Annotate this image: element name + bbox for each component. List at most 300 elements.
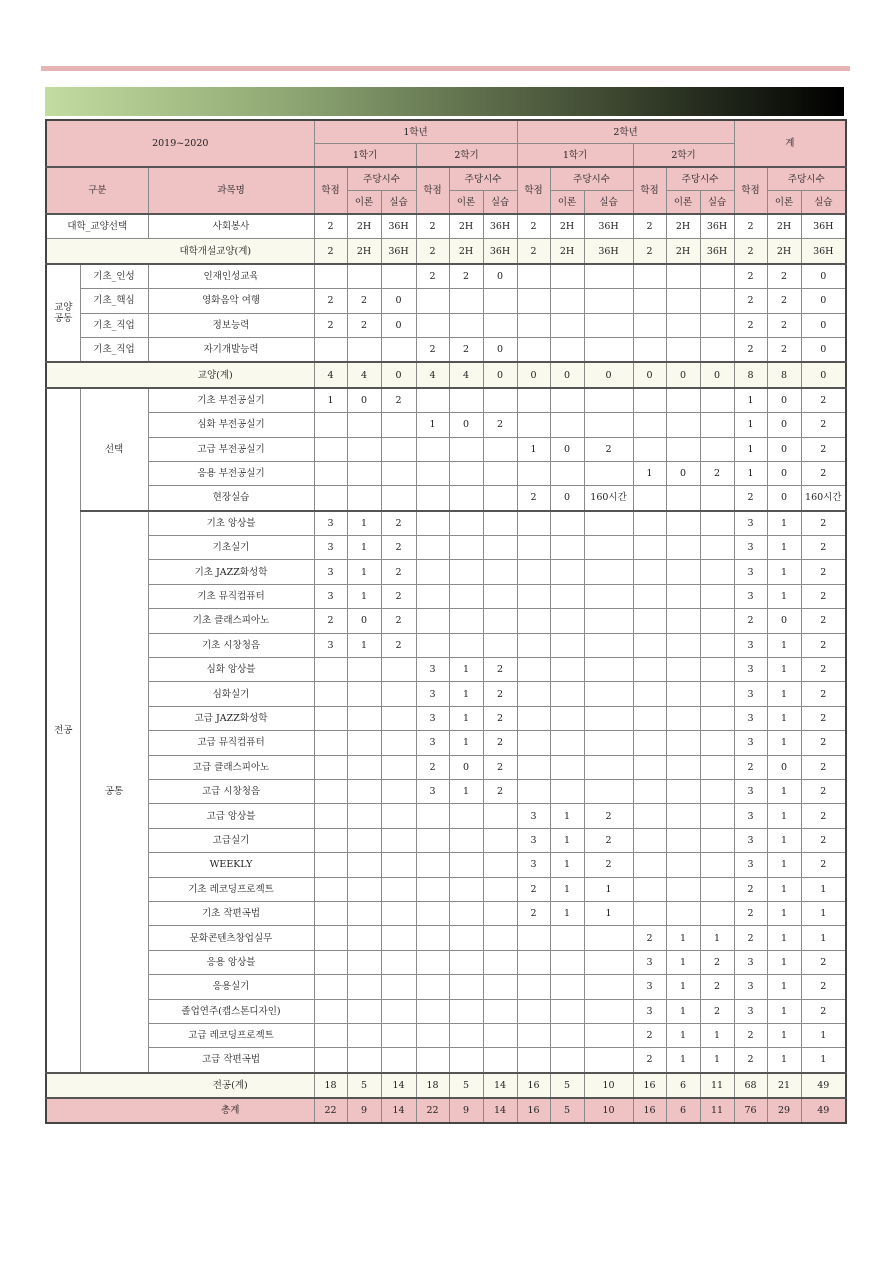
value-cell: 2 (416, 214, 449, 239)
value-cell (517, 584, 550, 608)
value-cell (314, 828, 347, 852)
value-cell: 2 (483, 731, 517, 755)
value-cell: 1 (767, 560, 801, 584)
value-cell (584, 461, 633, 485)
value-cell (449, 926, 483, 950)
group-elective: 선택 (80, 388, 148, 511)
value-cell (666, 560, 700, 584)
value-cell: 36H (700, 214, 734, 239)
value-cell: 2 (314, 214, 347, 239)
value-cell: 5 (449, 1073, 483, 1098)
value-cell (381, 413, 416, 437)
value-cell: 2 (801, 828, 846, 852)
value-cell: 1 (700, 1023, 734, 1047)
value-cell (449, 877, 483, 901)
value-cell: 2 (416, 337, 449, 362)
value-cell: 2H (550, 214, 584, 239)
value-cell: 3 (734, 731, 767, 755)
value-cell (584, 633, 633, 657)
table-row (46, 755, 846, 779)
value-cell: 1 (767, 731, 801, 755)
value-cell (416, 486, 449, 511)
value-cell (314, 901, 347, 925)
value-cell: 2 (381, 560, 416, 584)
value-cell (550, 511, 584, 536)
grand-total-label: 총계 (46, 1098, 314, 1123)
value-cell: 2 (734, 609, 767, 633)
value-cell (633, 658, 666, 682)
value-cell: 2H (666, 239, 700, 264)
value-cell (550, 1023, 584, 1047)
value-cell (550, 461, 584, 485)
value-cell (633, 511, 666, 536)
value-cell (550, 731, 584, 755)
value-cell: 5 (550, 1098, 584, 1123)
subject-cell: 자기개발능력 (148, 337, 314, 362)
table-row (46, 214, 846, 239)
value-cell: 1 (767, 779, 801, 803)
subject-cell: 고급 JAZZ화성학 (148, 706, 314, 730)
value-cell: 1 (347, 584, 381, 608)
value-cell (483, 633, 517, 657)
value-cell (449, 975, 483, 999)
value-cell: 11 (700, 1073, 734, 1098)
value-cell (347, 731, 381, 755)
value-cell (633, 755, 666, 779)
value-cell: 2 (483, 658, 517, 682)
value-cell: 1 (801, 1048, 846, 1073)
value-cell: 76 (734, 1098, 767, 1123)
table-row (46, 633, 846, 657)
value-cell (700, 536, 734, 560)
value-cell: 5 (347, 1073, 381, 1098)
value-cell (314, 337, 347, 362)
value-cell: 2 (381, 633, 416, 657)
value-cell (666, 437, 700, 461)
value-cell: 2 (801, 388, 846, 413)
value-cell: 14 (381, 1073, 416, 1098)
subject-cell: 응용실기 (148, 975, 314, 999)
value-cell: 0 (767, 609, 801, 633)
value-cell: 1 (449, 682, 483, 706)
value-cell: 2 (416, 755, 449, 779)
value-cell (584, 682, 633, 706)
value-cell (381, 1048, 416, 1073)
value-cell (633, 264, 666, 289)
value-cell (700, 755, 734, 779)
value-cell (449, 536, 483, 560)
value-cell: 1 (550, 901, 584, 925)
value-cell: 2 (381, 511, 416, 536)
value-cell (416, 926, 449, 950)
value-cell (633, 560, 666, 584)
value-cell: 0 (381, 289, 416, 313)
value-cell: 2 (801, 950, 846, 974)
value-cell (381, 682, 416, 706)
value-cell: 1 (767, 853, 801, 877)
value-cell: 2 (633, 1048, 666, 1073)
year1-header: 1학년 (314, 120, 517, 144)
value-cell (700, 511, 734, 536)
value-cell (633, 289, 666, 313)
subject-cell: 기초 뮤직컴퓨터 (148, 584, 314, 608)
value-cell (483, 853, 517, 877)
value-cell (700, 706, 734, 730)
subject-cell: 고급 시창청음 (148, 779, 314, 803)
theory-header: 이론 (666, 191, 700, 215)
value-cell: 2 (801, 975, 846, 999)
value-cell: 3 (314, 511, 347, 536)
y1-sem1-header: 1학기 (314, 144, 416, 168)
value-cell: 2 (801, 779, 846, 803)
value-cell (314, 755, 347, 779)
value-cell (666, 658, 700, 682)
value-cell: 68 (734, 1073, 767, 1098)
value-cell: 3 (734, 853, 767, 877)
value-cell (347, 706, 381, 730)
value-cell (700, 337, 734, 362)
subject-cell: 영화음악 여행 (148, 289, 314, 313)
value-cell (314, 486, 347, 511)
value-cell: 2 (449, 337, 483, 362)
value-cell (700, 877, 734, 901)
value-cell: 29 (767, 1098, 801, 1123)
table-row (46, 289, 846, 313)
category-header: 구분 (46, 167, 148, 214)
value-cell: 3 (517, 853, 550, 877)
value-cell: 2 (801, 706, 846, 730)
credit-header: 학점 (633, 167, 666, 214)
value-cell: 36H (584, 239, 633, 264)
value-cell (449, 804, 483, 828)
value-cell: 2 (584, 828, 633, 852)
value-cell: 160시간 (584, 486, 633, 511)
value-cell (633, 706, 666, 730)
value-cell (666, 828, 700, 852)
value-cell (700, 682, 734, 706)
value-cell: 3 (734, 536, 767, 560)
value-cell: 3 (314, 584, 347, 608)
value-cell: 2 (801, 584, 846, 608)
value-cell (416, 536, 449, 560)
value-cell: 1 (767, 1023, 801, 1047)
y2-sem2-header: 2학기 (633, 144, 734, 168)
value-cell: 2 (517, 486, 550, 511)
value-cell: 3 (734, 828, 767, 852)
value-cell (584, 388, 633, 413)
table-row (46, 877, 846, 901)
credit-header: 학점 (734, 167, 767, 214)
value-cell: 2 (633, 1023, 666, 1047)
value-cell (550, 658, 584, 682)
value-cell (314, 731, 347, 755)
value-cell (416, 289, 449, 313)
table-row (46, 975, 846, 999)
subject-cell: 고급 클래스피아노 (148, 755, 314, 779)
value-cell (584, 1023, 633, 1047)
value-cell (314, 926, 347, 950)
subtotal-label: 전공(계) (46, 1073, 314, 1098)
value-cell (700, 633, 734, 657)
weekly-hours-header: 주당시수 (449, 167, 517, 191)
value-cell (381, 853, 416, 877)
value-cell: 2 (483, 706, 517, 730)
value-cell (483, 289, 517, 313)
credit-header: 학점 (517, 167, 550, 214)
table-row (46, 1048, 846, 1073)
subject-cell: 고급 레코딩프로젝트 (148, 1023, 314, 1047)
value-cell: 2 (700, 975, 734, 999)
value-cell (700, 289, 734, 313)
category-cell: 기초_직업 (80, 313, 148, 337)
value-cell (633, 609, 666, 633)
value-cell: 2 (517, 214, 550, 239)
value-cell (584, 337, 633, 362)
value-cell (314, 706, 347, 730)
value-cell: 0 (767, 461, 801, 485)
value-cell (347, 999, 381, 1023)
value-cell (550, 388, 584, 413)
value-cell: 2 (801, 731, 846, 755)
table-row (46, 511, 846, 536)
value-cell (347, 682, 381, 706)
subject-cell: 심화 앙상블 (148, 658, 314, 682)
theory-header: 이론 (449, 191, 483, 215)
value-cell: 4 (449, 362, 483, 387)
table-row (46, 486, 846, 511)
value-cell: 1 (449, 731, 483, 755)
value-cell: 3 (734, 633, 767, 657)
value-cell: 0 (801, 313, 846, 337)
value-cell (483, 804, 517, 828)
value-cell (517, 755, 550, 779)
value-cell: 3 (633, 999, 666, 1023)
value-cell: 6 (666, 1098, 700, 1123)
value-cell (700, 437, 734, 461)
category-cell: 기초_핵심 (80, 289, 148, 313)
value-cell (700, 486, 734, 511)
value-cell (700, 804, 734, 828)
value-cell (633, 337, 666, 362)
theory-header: 이론 (550, 191, 584, 215)
value-cell (483, 975, 517, 999)
value-cell: 0 (347, 388, 381, 413)
value-cell: 1 (449, 779, 483, 803)
value-cell: 2 (347, 313, 381, 337)
value-cell: 2 (734, 1023, 767, 1047)
table-row (46, 731, 846, 755)
value-cell (381, 901, 416, 925)
value-cell (700, 779, 734, 803)
value-cell: 2 (734, 755, 767, 779)
value-cell (584, 999, 633, 1023)
subject-cell: 인재인성교육 (148, 264, 314, 289)
value-cell: 3 (314, 633, 347, 657)
value-cell (416, 461, 449, 485)
value-cell (700, 264, 734, 289)
value-cell (347, 658, 381, 682)
value-cell: 9 (449, 1098, 483, 1123)
subject-cell: 기초 레코딩프로젝트 (148, 877, 314, 901)
value-cell (584, 779, 633, 803)
value-cell (666, 388, 700, 413)
value-cell: 2 (584, 804, 633, 828)
value-cell (584, 1048, 633, 1073)
value-cell (314, 658, 347, 682)
value-cell: 3 (734, 706, 767, 730)
value-cell (666, 536, 700, 560)
value-cell (416, 633, 449, 657)
value-cell: 2 (483, 755, 517, 779)
weekly-hours-header: 주당시수 (767, 167, 846, 191)
table-row (46, 461, 846, 485)
value-cell (483, 950, 517, 974)
subject-cell: 심화 부전공실기 (148, 413, 314, 437)
subject-cell: 응용 앙상블 (148, 950, 314, 974)
value-cell: 2 (801, 853, 846, 877)
value-cell: 2 (633, 214, 666, 239)
value-cell (381, 755, 416, 779)
value-cell: 1 (767, 828, 801, 852)
value-cell: 0 (550, 362, 584, 387)
value-cell (449, 289, 483, 313)
value-cell (666, 731, 700, 755)
value-cell: 16 (633, 1073, 666, 1098)
value-cell: 1 (700, 1048, 734, 1073)
value-cell: 1 (767, 1048, 801, 1073)
value-cell: 1 (550, 853, 584, 877)
value-cell: 0 (666, 362, 700, 387)
value-cell: 1 (666, 1023, 700, 1047)
table-row (46, 999, 846, 1023)
value-cell (483, 461, 517, 485)
header-row-years (46, 120, 846, 144)
value-cell (449, 828, 483, 852)
value-cell: 0 (801, 337, 846, 362)
value-cell: 1 (666, 926, 700, 950)
value-cell: 16 (517, 1073, 550, 1098)
value-cell (666, 633, 700, 657)
value-cell (314, 461, 347, 485)
value-cell (550, 682, 584, 706)
value-cell: 0 (381, 362, 416, 387)
value-cell: 0 (633, 362, 666, 387)
value-cell (633, 633, 666, 657)
value-cell (483, 437, 517, 461)
value-cell: 1 (734, 437, 767, 461)
value-cell (347, 877, 381, 901)
table-row (46, 609, 846, 633)
value-cell: 1 (584, 877, 633, 901)
value-cell (700, 560, 734, 584)
value-cell: 2 (449, 264, 483, 289)
value-cell (517, 413, 550, 437)
value-cell (584, 584, 633, 608)
value-cell: 18 (416, 1073, 449, 1098)
value-cell (416, 950, 449, 974)
credit-header: 학점 (314, 167, 347, 214)
value-cell (381, 999, 416, 1023)
value-cell (666, 877, 700, 901)
value-cell (381, 706, 416, 730)
subtotal-label: 교양(계) (46, 362, 314, 387)
subject-cell: 기초실기 (148, 536, 314, 560)
value-cell (314, 264, 347, 289)
value-cell (416, 828, 449, 852)
value-cell (550, 633, 584, 657)
value-cell: 3 (517, 828, 550, 852)
value-cell (550, 413, 584, 437)
value-cell (517, 313, 550, 337)
value-cell: 2H (666, 214, 700, 239)
value-cell (449, 511, 483, 536)
table-row (46, 926, 846, 950)
value-cell (584, 289, 633, 313)
value-cell (449, 486, 483, 511)
value-cell (416, 437, 449, 461)
value-cell (517, 461, 550, 485)
value-cell: 0 (584, 362, 633, 387)
value-cell (666, 609, 700, 633)
table-row (46, 536, 846, 560)
value-cell (550, 264, 584, 289)
value-cell (666, 584, 700, 608)
group-general-common: 교양 공동 (46, 264, 80, 363)
table-row (46, 560, 846, 584)
value-cell (347, 950, 381, 974)
year-range: 2019~2020 (46, 120, 314, 167)
value-cell (517, 560, 550, 584)
value-cell (633, 877, 666, 901)
value-cell: 2 (801, 999, 846, 1023)
practice-header: 실습 (584, 191, 633, 215)
table-row (46, 337, 846, 362)
category-cell: 대학_교양선택 (46, 214, 148, 239)
value-cell (700, 853, 734, 877)
value-cell: 0 (767, 413, 801, 437)
value-cell: 2 (584, 853, 633, 877)
value-cell: 14 (483, 1073, 517, 1098)
value-cell: 1 (449, 658, 483, 682)
value-cell: 3 (734, 999, 767, 1023)
value-cell (449, 437, 483, 461)
value-cell (347, 755, 381, 779)
value-cell (550, 706, 584, 730)
value-cell (517, 731, 550, 755)
value-cell (483, 511, 517, 536)
value-cell: 2 (416, 264, 449, 289)
value-cell: 3 (416, 731, 449, 755)
value-cell (483, 877, 517, 901)
value-cell: 49 (801, 1073, 846, 1098)
table-row (46, 658, 846, 682)
value-cell: 2 (483, 413, 517, 437)
value-cell: 1 (734, 413, 767, 437)
value-cell: 22 (416, 1098, 449, 1123)
value-cell: 2 (381, 536, 416, 560)
value-cell: 1 (666, 950, 700, 974)
value-cell: 0 (483, 362, 517, 387)
value-cell: 14 (381, 1098, 416, 1123)
value-cell: 2 (517, 901, 550, 925)
table-row (46, 313, 846, 337)
value-cell (550, 313, 584, 337)
value-cell (483, 926, 517, 950)
value-cell (449, 609, 483, 633)
value-cell: 2 (381, 609, 416, 633)
value-cell (347, 926, 381, 950)
value-cell (416, 853, 449, 877)
